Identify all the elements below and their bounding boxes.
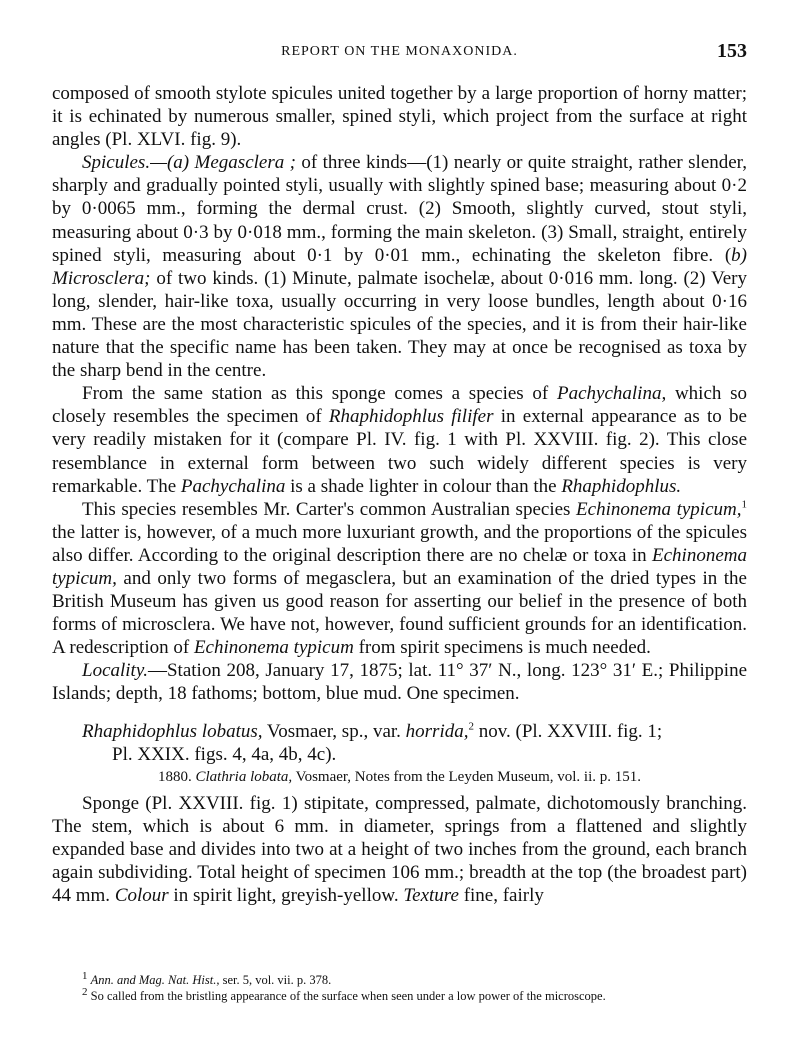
footnotes xyxy=(82,969,747,1004)
paragraph-description: Sponge (Pl. XXVIII. fig. 1) stipitate, compressed, palmate, dichotomously branching. The stem, which is about 6 mm. in diameter, springs from a flattened and slightly expanded base and divides into two at a height of two inches from the ground, each branch again subdividing. Total height of specimen 106 mm.; breadth at the top (the broadest part) 44 mm. Colour in spirit light, greyish-yellow. Texture fine, fairly xyxy=(52,792,747,907)
footnote-1: $^1$ Ann. and Mag. Nat. Hist., ser. 5, vol. vii. p. 378. xyxy=(82,969,332,987)
synonymy-line: 1880. Clathria lobata, Vosmaer, Notes from the Leyden Museum, vol. ii. p. 151. xyxy=(158,768,641,785)
page-body xyxy=(52,82,747,907)
species-heading: Rhaphidophlus lobatus, Vosmaer, sp., var. horrida,$^2$ nov. (Pl. XXVIII. fig. 1; xyxy=(82,720,663,742)
page-number: 153 xyxy=(717,40,747,62)
species-heading-continued: Pl. XXIX. figs. 4, 4a, 4b, 4c). xyxy=(112,743,337,765)
paragraph-spicules: Spicules.—(a) Megasclera ; of three kinds—(1) nearly or quite straight, rather slender, sharply and gradually pointed styli, usually with slightly spined base; measuring about 0·2 by 0·0065 mm., forming the dermal crust. (2) Smooth, slightly curved, stout styli, measuring about 0·3 by 0·018 mm., forming the main skeleton. (3) Small, straight, entirely spined styli, measuring about 0·1 by 0·01 mm., echinating the skeleton fibre. (b) Microsclera; of two kinds. (1) Minute, palmate isochelæ, about 0·016 mm. long. (2) Very long, slender, hair-like toxa, usually occurring in very loose bundles, length about 0·16 mm. These are the most characteristic spicules of the species, and it is from their hair-like nature that the specific name has been taken. They may at once be recognised as toxa by the sharp bend in the centre. xyxy=(52,152,748,382)
paragraph-continued: composed of smooth stylote spicules united together by a large proportion of horny matter; it is echinated by numerous smaller, spined styli, which project from the surface at right angles (Pl. XLVI. fig. 9). xyxy=(52,83,747,151)
running-title: REPORT ON THE MONAXONIDA. xyxy=(281,44,518,59)
paragraph-pachychalina: From the same station as this sponge comes a species of Pachychalina, which so closely resembles the specimen of Rhaphidophlus filifer in external appearance as to be very readily mistaken for it (compare Pl. IV. fig. 1 with Pl. XXVIII. fig. 2). This close resemblance in external form between two such widely different species is very remarkable. The Pachychalina is a shade lighter in colour than the Rhaphidophlus. xyxy=(52,383,748,497)
paragraph-resemblance: This species resembles Mr. Carter's common Australian species Echinonema typicum,$^1$ the latter is, however, of a much more luxuriant growth, and the proportions of the spicules also differ. According to the original description there are no chelæ or toxa in Echinonema typicum, and only two forms of megasclera, but an examination of the dried types in the British Museum has given us good reason for asserting our belief in the presence of both forms of microsclera. We have not, however, found sufficient grounds for an identification. A redescription of Echinonema typicum from spirit specimens is much needed. xyxy=(52,498,747,659)
footnote-2: $^2$ So called from the bristling appearance of the surface when seen under a low power of the microscope. xyxy=(82,985,606,1003)
paragraph-locality: Locality.—Station 208, January 17, 1875; lat. 11° 37′ N., long. 123° 31′ E.; Philippine Islands; depth, 18 fathoms; bottom, blue mud. One specimen. xyxy=(52,660,747,705)
page-header xyxy=(52,40,747,66)
